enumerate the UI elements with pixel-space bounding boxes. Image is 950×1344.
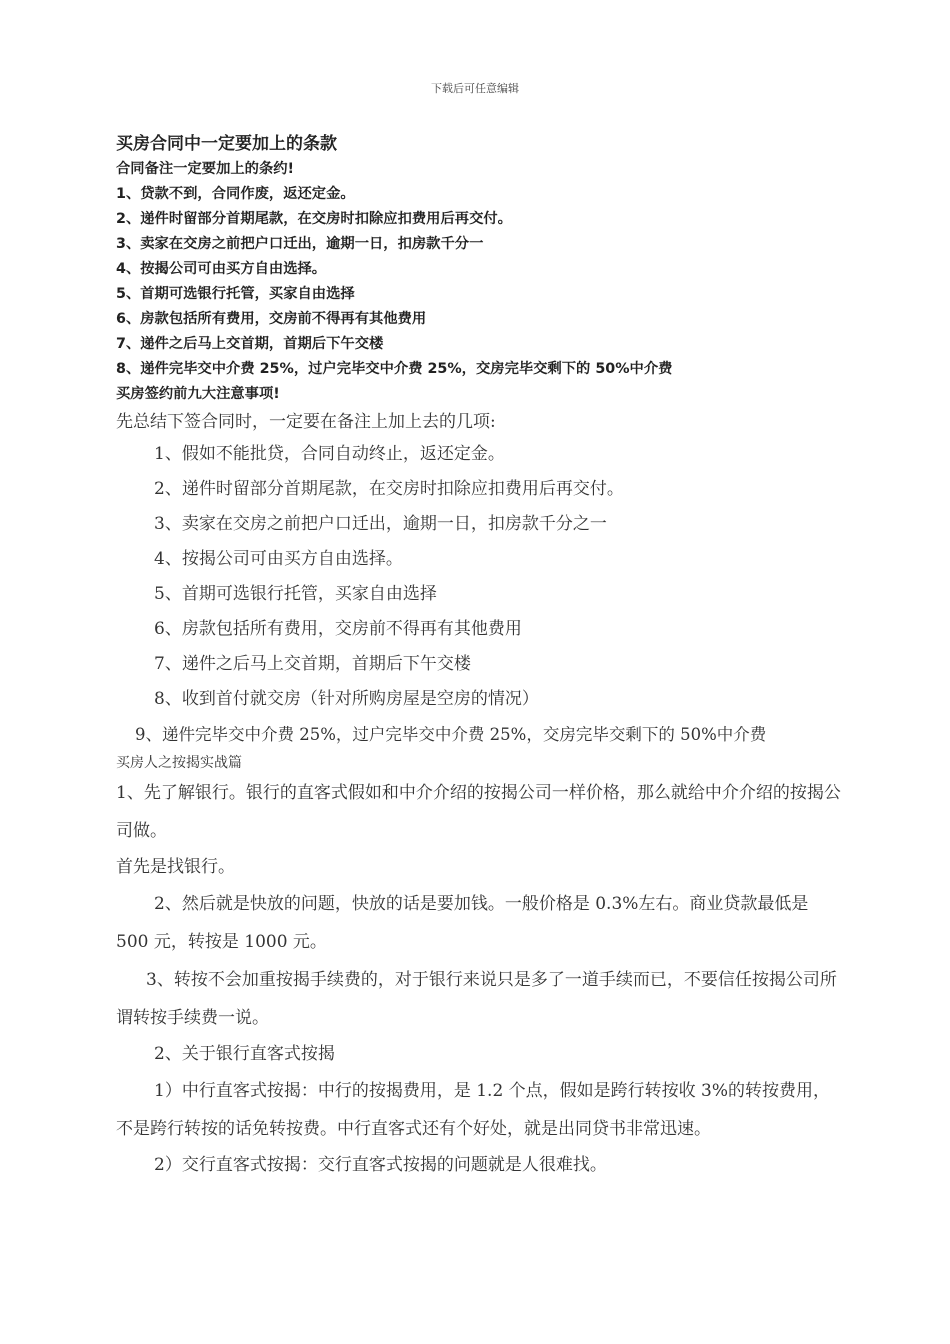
intro-text: 先总结下签合同时，一定要在备注上加上去的几项: [116,412,496,432]
list-item: 3、卖家在交房之前把户口迁出，逾期一日，扣房款千分之一 [154,514,607,534]
document-body [116,131,846,1183]
paragraph: 2）交行直客式按揭：交行直客式按揭的问题就是人很难找。 [154,1155,607,1175]
list-item: 7、递件之后马上交首期，首期后下午交楼 [154,654,471,674]
paragraph: 2、然后就是快放的问题，快放的话是要加钱。一般价格是 0.3%左右。商业贷款最低是 500 元，转按是 1000 元。 [116,894,809,952]
contract-clause-1: 1、贷款不到，合同作废，返还定金。 [116,186,355,202]
mortgage-subheading: 买房人之按揭实战篇 [116,755,242,771]
list-item: 5、首期可选银行托管，买家自由选择 [154,584,437,604]
contract-note-heading: 合同备注一定要加上的条约! [116,161,295,177]
list-item: 6、房款包括所有费用，交房前不得再有其他费用 [154,619,522,639]
contract-clause-4: 4、按揭公司可由买方自由选择。 [116,261,327,277]
precautions-heading: 买房签约前九大注意事项! [116,386,280,402]
paragraph: 首先是找银行。 [116,857,235,877]
contract-clause-5: 5、首期可选银行托管，买家自由选择 [116,286,355,302]
list-item: 9、递件完毕交中介费 25%，过户完毕交中介费 25%，交房完毕交剩下的 50%中介费 [135,725,767,744]
list-item: 2、递件时留部分首期尾款，在交房时扣除应扣费用后再交付。 [154,479,624,499]
list-item: 4、按揭公司可由买方自由选择。 [154,549,403,569]
paragraph: 2、关于银行直客式按揭 [154,1044,335,1064]
paragraph: 1、先了解银行。银行的直客式假如和中介介绍的按揭公司一样价格，那么就给中介介绍的按揭公司做。 [116,783,841,841]
page-header: 下载后可任意编辑 [431,82,519,95]
contract-clause-2: 2、递件时留部分首期尾款，在交房时扣除应扣费用后再交付。 [116,211,512,227]
paragraph: 1）中行直客式按揭：中行的按揭费用，是 1.2 个点，假如是跨行转按收 3%的转按费用，不是跨行转按的话免转按费。中行直客式还有个好处，就是出同贷书非常迅速。 [116,1081,831,1139]
contract-clause-8: 8、递件完毕交中介费 25%，过户完毕交中介费 25%，交房完毕交剩下的 50%中介费 [116,361,673,377]
list-item: 8、收到首付就交房（针对所购房屋是空房的情况） [154,689,539,709]
paragraph: 3、转按不会加重按揭手续费的，对于银行来说只是多了一道手续而已，不要信任按揭公司所谓转按手续费一说。 [116,970,837,1028]
document-title: 买房合同中一定要加上的条款 [116,134,337,154]
contract-clause-3: 3、卖家在交房之前把户口迁出，逾期一日，扣房款千分一 [116,236,484,252]
contract-clause-6: 6、房款包括所有费用，交房前不得再有其他费用 [116,311,427,327]
contract-clause-7: 7、递件之后马上交首期，首期后下午交楼 [116,336,384,352]
list-item: 1、假如不能批贷，合同自动终止，返还定金。 [154,444,505,464]
